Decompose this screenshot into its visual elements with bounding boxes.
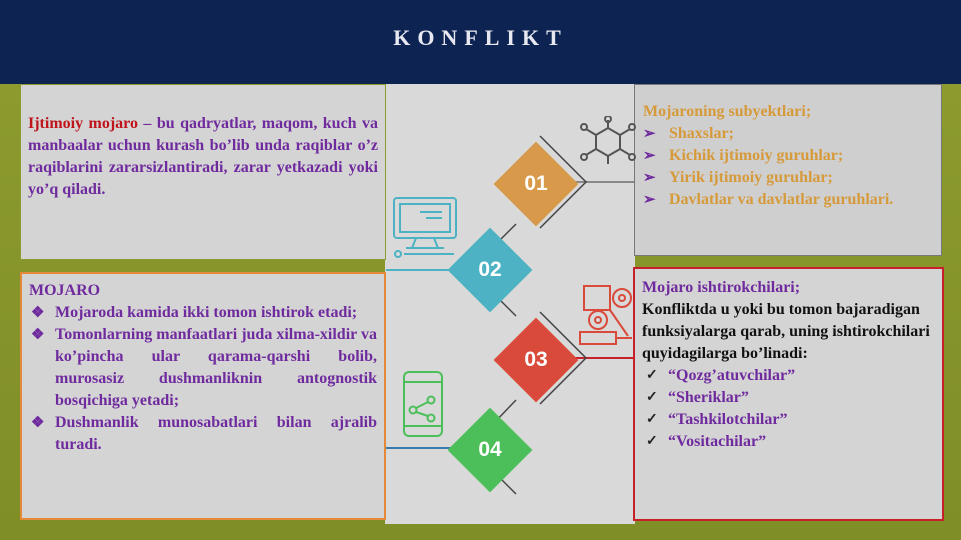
list-item: ➢ Davlatlar va davlatlar guruhlari.: [643, 189, 935, 211]
list-item: ➢ Yirik ijtimoiy guruhlar;: [643, 167, 935, 189]
participants-text: Konfliktda u yoki bu tomon bajaradigan funksiyalarga qarab, uning ishtirokchilari quyidagilarga bo’linadi:: [642, 301, 930, 362]
participants-heading: Mojaro ishtirokchilari;: [642, 279, 801, 296]
step-label-4: 04: [478, 438, 502, 461]
participants-box: [633, 267, 944, 521]
list-item: ➢ Shaxslar;: [643, 123, 935, 145]
list-item: ❖ Dushmanlik munosabatlari bilan ajralib turadi.: [29, 412, 377, 456]
subjects-box: [634, 84, 942, 256]
step-label-1: 01: [524, 172, 548, 195]
header-bar: [0, 0, 961, 84]
network-icon: [578, 116, 638, 168]
computer-icon: [390, 194, 460, 258]
list-item: ❖ Mojaroda kamida ikki tomon ishtirok etadi;: [29, 302, 377, 324]
list-item: ✓ “Vositachilar”: [642, 431, 936, 453]
list-item: ❖ Tomonlarning manfaatlari juda xilma-xildir va ko’pincha ular qarama-qarshi bolib, murosasiz dushmanliknin antognostik bosqichiga yetadi;: [29, 324, 377, 412]
page-title: KONFLIKT: [393, 25, 568, 50]
phone-share-icon: [400, 370, 446, 440]
list-item: ✓ “Sheriklar”: [642, 387, 936, 409]
list-item: ✓ “Tashkilotchilar”: [642, 409, 936, 431]
mojaro-heading: MOJARO: [29, 282, 101, 299]
subjects-heading: Mojaroning subyektlari;: [643, 103, 812, 120]
definition-box: [20, 84, 386, 260]
list-item: ✓ “Qozg’atuvchilar”: [642, 365, 936, 387]
list-item: ➢ Kichik ijtimoiy guruhlar;: [643, 145, 935, 167]
step-label-3: 03: [524, 348, 548, 371]
definition-term: Ijtimoiy mojaro: [28, 115, 138, 132]
mojaro-box: [20, 272, 386, 520]
definition-text: – bu qadryatlar, maqom, kuch va manbaalar uchun kurash bo’lib unda raqiblar o’z raqiblarini zararsizlantiradi, zarar yetkazadi yoki yo’q qiladi.: [28, 115, 378, 198]
step-label-2: 02: [478, 258, 502, 281]
machine-icon: [576, 282, 636, 348]
